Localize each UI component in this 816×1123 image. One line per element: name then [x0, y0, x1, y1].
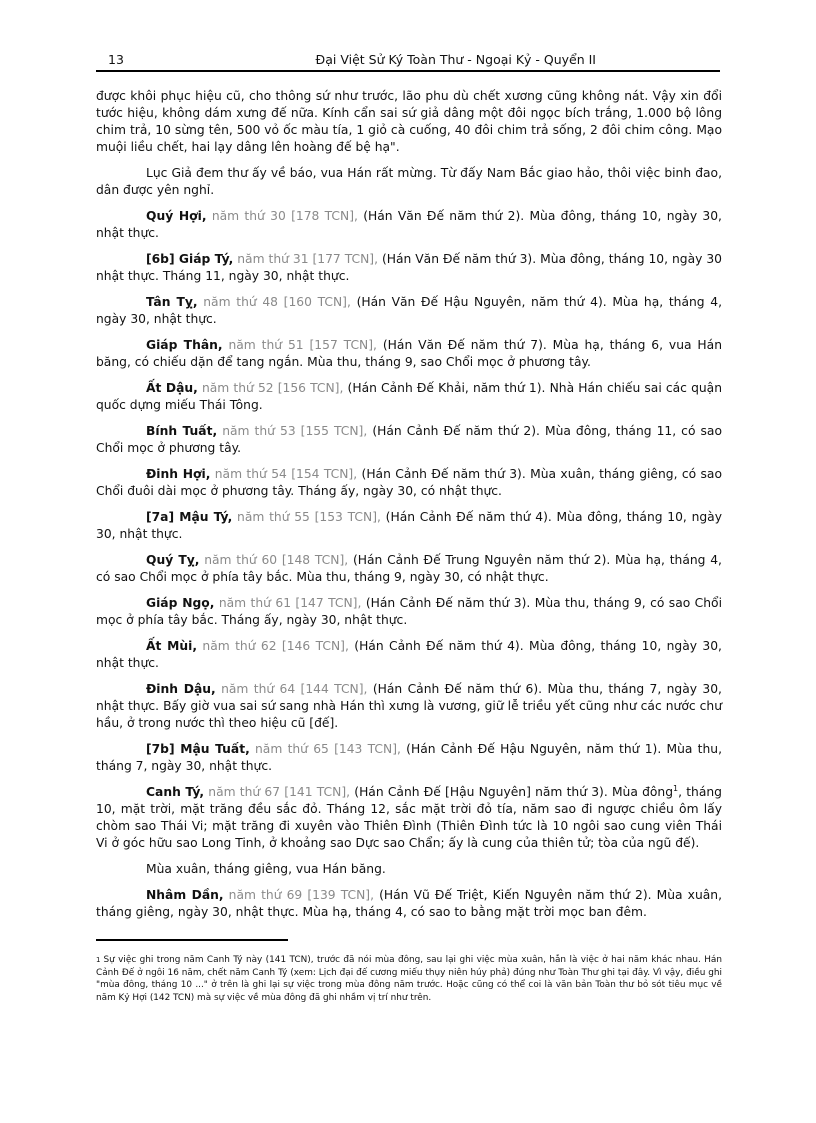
year-entry: [96, 681, 722, 732]
year-entry: [96, 741, 722, 775]
year-entry: [96, 294, 722, 328]
year-reference: năm thứ 30 [178 TCN],: [211, 209, 358, 223]
entry-text: (Hán Cảnh Đế Khải, năm thứ 1). Nhà Hán chiếu sai các quận quốc dựng miếu Thái Tông.: [96, 381, 722, 412]
entry-text: (Hán Cảnh Đế Hậu Nguyên, năm thứ 1). Mùa thu, tháng 7, ngày 30, nhật thực.: [96, 742, 722, 773]
year-entry: [96, 887, 722, 921]
entry-text-continued: , tháng 10, mặt trời, mặt trăng đều sắc đỏ. Tháng 12, sắc mặt trời đỏ tía, năm sao đi ngược chiều ôm lấy chòm sao Thái Vi; mặt trăng đi xuyên vào Thiên Đình (Thiên Đình tức là 10 ngôi sao cung viên Thái Vi ở góc hữu sao Long Tinh, ở khoảng sao Dực sao Chẩn; ấy là cung của thiên tử; tòa của ngũ đế).: [96, 785, 722, 850]
year-reference: năm thứ 31 [177 TCN],: [237, 252, 378, 266]
entry-text: (Hán Vũ Đế Triệt, Kiến Nguyên năm thứ 2). Mùa xuân, tháng giêng, ngày 30, nhật thực. Mùa hạ, tháng 4, có sao to bằng mặt trời mọc ban đêm.: [96, 888, 722, 919]
year-reference: năm thứ 48 [160 TCN],: [203, 295, 351, 309]
year-name: Quý Tỵ,: [146, 553, 200, 567]
year-reference: năm thứ 60 [148 TCN],: [204, 553, 349, 567]
running-title: Đại Việt Sử Ký Toàn Thư - Ngoại Kỷ - Quyển II: [315, 52, 596, 67]
year-entry: [96, 638, 722, 672]
year-reference: năm thứ 54 [154 TCN],: [214, 467, 358, 481]
year-entry: [96, 251, 722, 285]
year-reference: năm thứ 65 [143 TCN],: [255, 742, 401, 756]
footnote-reference[interactable]: 1: [673, 783, 679, 793]
year-reference: năm thứ 55 [153 TCN],: [237, 510, 381, 524]
year-name: Nhâm Dần,: [146, 888, 224, 902]
year-entry: [96, 509, 722, 543]
year-name: [7b] Mậu Tuất,: [146, 742, 250, 756]
year-name: Đinh Hợi,: [146, 467, 211, 481]
year-entry: [96, 861, 722, 878]
year-name: Đinh Dậu,: [146, 682, 216, 696]
page-number: 13: [108, 52, 124, 67]
entry-text: (Hán Văn Đế năm thứ 3). Mùa đông, tháng 10, ngày 30 nhật thực. Tháng 11, ngày 30, nhật thực.: [96, 252, 722, 283]
year-name: [7a] Mậu Tý,: [146, 510, 233, 524]
year-entry: [96, 337, 722, 371]
footnote-mark: 1: [96, 956, 101, 964]
year-reference: năm thứ 53 [155 TCN],: [222, 424, 368, 438]
page-header: [96, 52, 720, 72]
entry-text: (Hán Cảnh Đế năm thứ 3). Mùa xuân, tháng giêng, có sao Chổi đuôi dài mọc ở phương tây. Tháng ấy, ngày 30, có nhật thực.: [96, 467, 722, 498]
year-entry: [96, 552, 722, 586]
year-reference: năm thứ 62 [146 TCN],: [202, 639, 349, 653]
year-entry: [96, 595, 722, 629]
year-reference: năm thứ 67 [141 TCN],: [208, 785, 351, 799]
entry-text: (Hán Cảnh Đế năm thứ 2). Mùa đông, tháng 11, có sao Chổi mọc ở phương tây.: [96, 424, 722, 455]
year-name: [6b] Giáp Tý,: [146, 252, 234, 266]
year-reference: năm thứ 69 [139 TCN],: [228, 888, 374, 902]
entry-text: (Hán Văn Đế năm thứ 2). Mùa đông, tháng 10, ngày 30, nhật thực.: [96, 209, 722, 240]
entry-text: (Hán Cảnh Đế năm thứ 6). Mùa thu, tháng 7, ngày 30, nhật thực. Bấy giờ vua sai sứ sang nhà Hán thì xưng là vương, giữ lễ triều yết cũng như các nước chư hầu, ở trong nước thì theo hiệu cũ [đế].: [96, 682, 722, 730]
entry-text: (Hán Cảnh Đế năm thứ 4). Mùa đông, tháng 10, ngày 30, nhật thực.: [96, 639, 722, 670]
year-reference: năm thứ 51 [157 TCN],: [228, 338, 377, 352]
year-entry: [96, 784, 722, 852]
year-reference: năm thứ 64 [144 TCN],: [221, 682, 368, 696]
entry-text: (Hán Văn Đế năm thứ 7). Mùa hạ, tháng 6, vua Hán băng, có chiếu dặn để tang ngắn. Mùa thu, tháng 9, sao Chổi mọc ở phương tây.: [96, 338, 722, 369]
year-entry: [96, 380, 722, 414]
entry-text: (Hán Văn Đế Hậu Nguyên, năm thứ 4). Mùa hạ, tháng 4, ngày 30, nhật thực.: [96, 295, 722, 326]
footnote: [96, 954, 722, 1004]
year-name: Quý Hợi,: [146, 209, 207, 223]
year-name: Ất Dậu,: [146, 381, 198, 395]
main-text: [96, 88, 722, 930]
entry-text: (Hán Cảnh Đế năm thứ 4). Mùa đông, tháng 10, ngày 30, nhật thực.: [96, 510, 722, 541]
year-reference: năm thứ 61 [147 TCN],: [218, 596, 362, 610]
year-reference: năm thứ 52 [156 TCN],: [201, 381, 344, 395]
entry-text: Mùa xuân, tháng giêng, vua Hán băng.: [146, 862, 386, 876]
year-name: Giáp Thân,: [146, 338, 223, 352]
year-name: Canh Tý,: [146, 785, 205, 799]
entry-text: (Hán Cảnh Đế Trung Nguyên năm thứ 2). Mùa hạ, tháng 4, có sao Chổi mọc ở phía tây bắc. Mùa thu, tháng 9, ngày 30, có nhật thực.: [96, 553, 722, 584]
year-name: Tân Tỵ,: [146, 295, 198, 309]
footnote-text: Sự việc ghi trong năm Canh Tý này (141 TCN), trước đã nói mùa đông, sau lại ghi việc mùa xuân, hẳn là việc ở hai năm khác nhau. Hán Cảnh Đế ở ngôi 16 năm, chết năm Canh Tý (xem: Lịch đại đế cương miếu thụy niên húy phả) đúng như Toàn Thư ghi tại đây. Vì vậy, điều ghi "mùa đông, tháng 10 ..." ở trên là ghi lại sự việc trong mùa đông năm trước. Hoặc cũng có thể coi là văn bản Toàn thư bỏ sót tiêu mục về năm Kỷ Hợi (142 TCN) mà sự việc về mùa đông đã ghi nhầm vị trí như trên.: [96, 955, 722, 1003]
entry-text: (Hán Cảnh Đế năm thứ 3). Mùa thu, tháng 9, có sao Chổi mọc ở phía tây bắc. Tháng ấy, ngày 30, nhật thực.: [96, 596, 722, 627]
entry-text: (Hán Cảnh Đế [Hậu Nguyên] năm thứ 3). Mùa đông: [354, 785, 674, 799]
year-entry: [96, 466, 722, 500]
paragraph: được khôi phục hiệu cũ, cho thông sứ như trước, lão phu dù chết xương cũng không nát. Vậy xin đổi tước hiệu, không dám xưng đế nữa. Kính cẩn sai sứ giả dâng một đôi ngọc bích trắng, 1.000 bộ lông chim trả, 10 sừng tên, 500 vỏ ốc màu tía, 1 giỏ cà cuống, 40 đôi chim trả sống, 2 đôi chim công. Mạo muội liều chết, hai lạy dâng lên hoàng đế bệ hạ".: [96, 89, 722, 154]
year-entry: [96, 208, 722, 242]
year-name: Ất Mùi,: [146, 639, 198, 653]
footnote-separator: [96, 939, 288, 941]
year-entry: [96, 423, 722, 457]
paragraph: Lục Giả đem thư ấy về báo, vua Hán rất mừng. Từ đấy Nam Bắc giao hảo, thôi việc binh đao, dân được yên nghỉ.: [96, 166, 722, 197]
year-name: Giáp Ngọ,: [146, 596, 215, 610]
year-name: Bính Tuất,: [146, 424, 218, 438]
